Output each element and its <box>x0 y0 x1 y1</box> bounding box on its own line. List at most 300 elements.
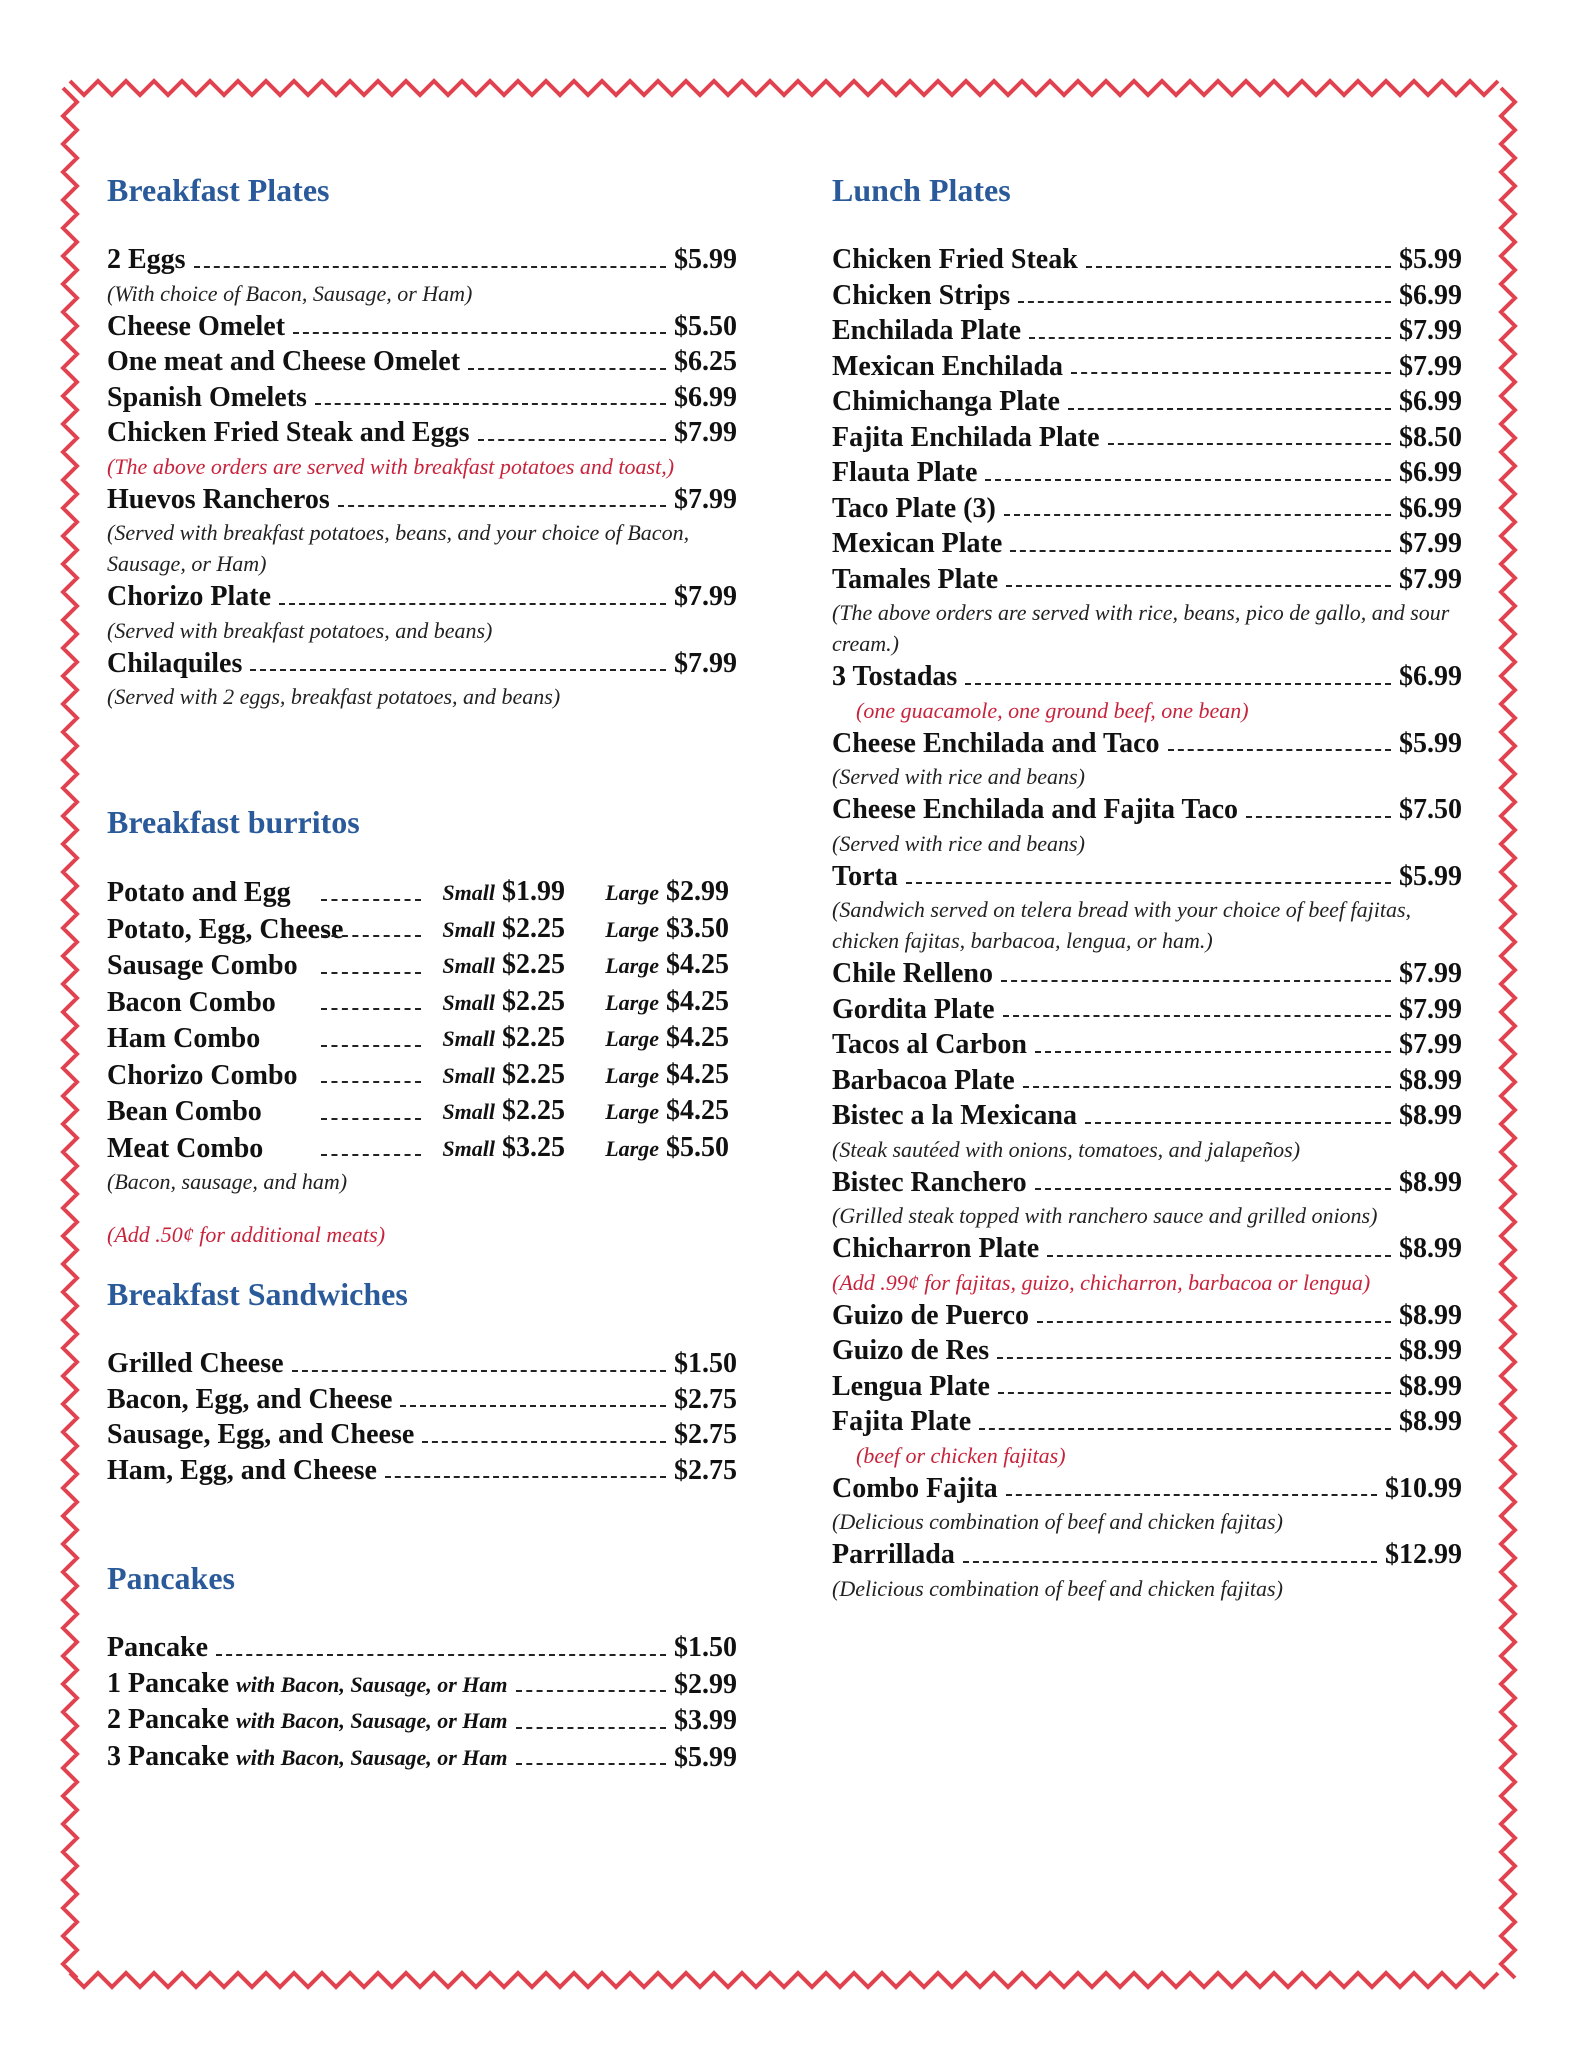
breakfast-sandwiches-list <box>107 1346 737 1488</box>
menu-item <box>107 242 737 278</box>
item-name-text: Cheese Enchilada and Taco <box>832 727 1160 759</box>
menu-item <box>832 726 1462 762</box>
item-price: $7.99 <box>1399 350 1462 382</box>
item-note: (Served with 2 eggs, breakfast potatoes, and beans) <box>107 684 561 709</box>
menu-item <box>832 420 1462 456</box>
item-price: $6.99 <box>1399 492 1462 524</box>
dotted-leader <box>1047 1255 1391 1257</box>
small-label: Small <box>442 1099 495 1124</box>
zigzag-left <box>63 88 77 1978</box>
burrito-name: Sausage Combo <box>107 950 298 981</box>
dotted-leader <box>963 1561 1377 1563</box>
item-name <box>832 1404 971 1440</box>
dotted-leader <box>321 1118 421 1120</box>
item-name <box>107 1346 284 1382</box>
item-name <box>832 278 1010 314</box>
large-label: Large <box>605 1026 659 1051</box>
item-price: $2.99 <box>674 1668 737 1700</box>
item-name-text: Flauta Plate <box>832 457 978 488</box>
item-name-text: Chicken Fried Steak and Eggs <box>107 417 470 448</box>
menu-item <box>107 1630 737 1666</box>
item-name <box>107 1630 208 1666</box>
breakfast-plates-list <box>107 242 737 712</box>
large-price <box>565 874 729 911</box>
item-name-text: Bacon, Egg, and Cheese <box>107 1383 393 1415</box>
large-price-value: $4.25 <box>666 1095 729 1126</box>
menu-item <box>107 415 737 451</box>
menu-item <box>107 1666 737 1703</box>
large-price <box>565 1093 729 1130</box>
menu-item <box>832 792 1462 828</box>
item-name <box>832 1537 955 1573</box>
dotted-leader <box>1023 1086 1391 1088</box>
item-price: $2.75 <box>674 1454 737 1486</box>
item-name <box>107 1453 377 1489</box>
small-price <box>425 1130 565 1167</box>
dotted-leader <box>516 1763 667 1765</box>
menu-item <box>832 1471 1462 1507</box>
menu-item <box>832 992 1462 1028</box>
burrito-name: Potato and Egg <box>107 877 291 908</box>
item-name-text: One meat and Cheese Omelet <box>107 346 461 377</box>
breakfast-sandwiches-title: Breakfast Sandwiches <box>107 1276 408 1312</box>
dotted-leader <box>321 1154 421 1156</box>
item-name <box>832 420 1100 456</box>
burrito-item <box>107 1057 737 1094</box>
small-label: Small <box>442 880 495 905</box>
breakfast-burritos-title: Breakfast burritos <box>107 804 360 840</box>
small-price-value: $2.25 <box>502 912 565 944</box>
zigzag-bottom <box>70 1973 1498 1987</box>
dotted-leader <box>979 1428 1391 1430</box>
dotted-leader <box>321 1045 421 1047</box>
breakfast-burritos-list <box>107 874 737 1166</box>
item-name <box>832 859 898 895</box>
item-price: $1.50 <box>674 1348 737 1379</box>
large-label: Large <box>605 1135 659 1161</box>
item-price: $3.99 <box>674 1705 737 1736</box>
item-price: $7.99 <box>1399 315 1462 346</box>
item-name <box>832 562 998 598</box>
dotted-leader <box>1010 550 1391 552</box>
item-name-text: Ham, Egg, and Cheese <box>107 1454 377 1486</box>
small-label: Small <box>442 916 495 942</box>
item-price: $7.99 <box>674 581 737 612</box>
item-price: $6.99 <box>1399 386 1462 417</box>
menu-item <box>832 1333 1462 1369</box>
burrito-item <box>107 911 737 948</box>
dotted-leader <box>216 1654 666 1656</box>
burrito-name: Meat Combo <box>107 1132 264 1164</box>
item-note: (Steak sautéed with onions, tomatoes, and jalapeños) <box>832 1136 1301 1162</box>
small-label: Small <box>442 1135 495 1161</box>
large-label: Large <box>605 953 659 978</box>
menu-item <box>832 1165 1462 1201</box>
menu-item <box>832 659 1462 695</box>
small-price-value: $2.25 <box>502 1022 565 1053</box>
item-note: (Served with breakfast potatoes, beans, and your choice of Bacon, Sausage, or Ham) <box>107 520 690 576</box>
large-price-value: $2.99 <box>666 876 729 907</box>
item-name-text: Enchilada Plate <box>832 315 1022 346</box>
small-price <box>425 1057 565 1094</box>
menu-item <box>107 380 737 416</box>
menu-item <box>832 1369 1462 1405</box>
right-column <box>832 168 1462 1604</box>
item-name-text: Sausage, Egg, and Cheese <box>107 1419 415 1450</box>
dotted-leader <box>321 1081 421 1083</box>
pancakes-title: Pancakes <box>107 1560 235 1596</box>
dotted-leader <box>1004 514 1391 516</box>
item-note-red: (Add .99¢ for fajitas, guizo, chicharron, barbacoa or lengua) <box>832 1269 1371 1295</box>
dotted-leader <box>516 1727 667 1729</box>
item-price: $8.99 <box>1399 1370 1462 1402</box>
lunch-plates-list <box>832 242 1462 1604</box>
large-price-value: $3.50 <box>666 912 729 944</box>
menu-item <box>832 349 1462 385</box>
item-name-text: Chicken Strips <box>832 279 1011 311</box>
item-name <box>832 1027 1027 1063</box>
item-name <box>832 792 1238 828</box>
item-name-text: Cheese Enchilada and Fajita Taco <box>832 794 1239 825</box>
small-label: Small <box>442 1062 495 1088</box>
item-name <box>832 526 1002 562</box>
item-price: $7.99 <box>674 483 737 515</box>
item-note: (With choice of Bacon, Sausage, or Ham) <box>107 280 473 306</box>
dotted-leader <box>516 1690 667 1692</box>
small-price <box>425 984 565 1021</box>
large-price <box>565 1130 729 1167</box>
item-name <box>832 956 993 992</box>
dotted-leader <box>1086 266 1391 268</box>
item-price: $7.99 <box>1399 563 1462 595</box>
dotted-leader <box>985 479 1391 481</box>
item-name-text: Huevos Rancheros <box>107 483 330 515</box>
small-price <box>425 874 565 911</box>
item-name <box>832 1298 1029 1334</box>
large-label: Large <box>605 1099 659 1124</box>
item-price: $8.99 <box>1399 1166 1462 1198</box>
dotted-leader <box>1006 1494 1377 1496</box>
burrito-item <box>107 874 737 911</box>
burrito-item <box>107 1130 737 1167</box>
item-name-text: Chicken Fried Steak <box>832 244 1078 275</box>
item-name <box>107 309 285 345</box>
item-name-text: 2 Eggs <box>107 244 186 275</box>
menu-item <box>107 344 737 380</box>
dotted-leader <box>1071 372 1391 374</box>
menu-item <box>832 1027 1462 1063</box>
dotted-leader <box>1018 301 1391 303</box>
item-price: $8.99 <box>1399 1233 1462 1264</box>
burrito-item <box>107 984 737 1021</box>
item-note-red: (beef or chicken fajitas) <box>856 1442 1066 1468</box>
menu-item <box>832 455 1462 491</box>
burrito-name: Ham Combo <box>107 1023 261 1054</box>
dotted-leader <box>965 683 1391 685</box>
dotted-leader <box>321 899 421 901</box>
item-name <box>832 313 1021 349</box>
burrito-item <box>107 947 737 984</box>
burrito-name: Potato, Egg, Cheese <box>107 913 344 945</box>
large-price <box>565 1020 729 1057</box>
dotted-leader <box>1085 1122 1391 1124</box>
item-name-text: Chile Relleno <box>832 958 993 989</box>
menu-item <box>832 956 1462 992</box>
menu-item <box>832 1404 1462 1440</box>
dotted-leader <box>1068 408 1391 410</box>
item-name-text: Mexican Enchilada <box>832 350 1064 382</box>
dotted-leader <box>338 505 666 507</box>
menu-item <box>832 1063 1462 1099</box>
item-note-red: (The above orders are served with breakfast potatoes and toast,) <box>107 453 675 479</box>
item-price: $7.50 <box>1399 794 1462 825</box>
large-price-value: $4.25 <box>666 985 729 1017</box>
item-price: $6.25 <box>674 346 737 377</box>
item-price: $7.99 <box>674 417 737 448</box>
item-name <box>832 455 977 491</box>
dotted-leader <box>250 669 666 671</box>
burrito-name: Bean Combo <box>107 1096 262 1127</box>
menu-item <box>832 1231 1462 1267</box>
item-price: $6.99 <box>1399 457 1462 488</box>
item-name-text: 1 Pancake <box>107 1667 230 1699</box>
zigzag-top <box>70 81 1498 95</box>
dotted-leader <box>998 1392 1391 1394</box>
item-name-text: Tacos al Carbon <box>832 1029 1028 1060</box>
large-price-value: $5.50 <box>666 1131 729 1163</box>
item-note: (Served with rice and beans) <box>832 830 1085 856</box>
item-name <box>832 1098 1077 1134</box>
menu-item <box>832 1098 1462 1134</box>
item-name-text: Torta <box>832 860 898 892</box>
small-price <box>425 1093 565 1130</box>
item-price: $5.99 <box>674 244 737 275</box>
large-price-value: $4.25 <box>666 1022 729 1053</box>
small-price-value: $2.25 <box>502 1058 565 1090</box>
item-modifier: with Bacon, Sausage, or Ham <box>236 1708 508 1733</box>
small-price <box>425 911 565 948</box>
dotted-leader <box>1035 1188 1391 1190</box>
menu-item <box>107 309 737 345</box>
item-name-text: Fajita Plate <box>832 1406 972 1437</box>
item-price: $10.99 <box>1385 1472 1462 1504</box>
item-name <box>107 482 330 518</box>
dotted-leader <box>1035 1051 1391 1053</box>
item-name-text: Chorizo Plate <box>107 581 272 612</box>
zigzag-right <box>1501 88 1515 1978</box>
item-name <box>107 380 307 416</box>
item-price: $5.99 <box>674 1741 737 1773</box>
menu-item <box>832 562 1462 598</box>
dotted-leader <box>468 368 666 370</box>
small-price <box>425 947 565 984</box>
burrito-item <box>107 1093 737 1130</box>
item-name-text: Guizo de Puerco <box>832 1299 1030 1331</box>
item-name-text: Combo Fajita <box>832 1472 998 1504</box>
menu-item <box>107 1346 737 1382</box>
item-price: $8.99 <box>1399 1335 1462 1366</box>
dotted-leader <box>279 603 666 605</box>
menu-item <box>832 1537 1462 1573</box>
item-name <box>832 726 1160 762</box>
item-price: $7.99 <box>1399 993 1462 1025</box>
item-price: $1.50 <box>674 1632 737 1663</box>
dotted-leader <box>1006 585 1391 587</box>
dotted-leader <box>292 1370 666 1372</box>
menu-item <box>832 313 1462 349</box>
small-label: Small <box>442 989 495 1015</box>
dotted-leader <box>422 1441 666 1443</box>
large-label: Large <box>605 1062 659 1088</box>
item-name <box>107 1739 508 1776</box>
item-note: (The above orders are served with rice, beans, pico de gallo, and sour cream.) <box>832 600 1450 656</box>
item-name-text: Taco Plate (3) <box>832 492 996 524</box>
large-price-value: $4.25 <box>666 949 729 980</box>
large-price <box>565 947 729 984</box>
item-name <box>107 1666 508 1703</box>
item-name <box>832 1165 1027 1201</box>
dotted-leader <box>1001 980 1391 982</box>
item-note: (Delicious combination of beef and chicken fajitas) <box>832 1509 1283 1534</box>
small-price-value: $2.25 <box>502 949 565 980</box>
item-name-text: Guizo de Res <box>832 1335 990 1366</box>
dotted-leader <box>906 882 1391 884</box>
large-price-value: $4.25 <box>666 1058 729 1090</box>
burrito-name: Chorizo Combo <box>107 1059 298 1091</box>
burrito-name: Bacon Combo <box>107 986 276 1018</box>
item-price: $2.75 <box>674 1419 737 1450</box>
menu-item <box>107 1739 737 1776</box>
dotted-leader <box>385 1476 666 1478</box>
item-note: (Delicious combination of beef and chicken fajitas) <box>832 1575 1283 1601</box>
menu-item <box>107 482 737 518</box>
item-name-text: Gordita Plate <box>832 993 995 1025</box>
dotted-leader <box>1246 816 1391 818</box>
menu-item <box>107 1417 737 1453</box>
item-name <box>832 992 995 1028</box>
large-price <box>565 911 729 948</box>
item-name <box>107 1702 508 1739</box>
menu-item <box>832 384 1462 420</box>
item-price: $5.99 <box>1399 727 1462 759</box>
dotted-leader <box>400 1405 666 1407</box>
large-label: Large <box>605 989 659 1015</box>
item-price: $8.99 <box>1399 1299 1462 1331</box>
item-price: $7.99 <box>1399 528 1462 559</box>
dotted-leader <box>1003 1015 1391 1017</box>
item-name-text: Tamales Plate <box>832 563 999 595</box>
small-label: Small <box>442 953 495 978</box>
item-name <box>832 1333 989 1369</box>
item-name-text: Chimichanga Plate <box>832 386 1060 417</box>
large-label: Large <box>605 880 659 905</box>
item-note: (Sandwich served on telera bread with your choice of beef fajitas, chicken fajitas, barbacoa, lengua, or ham.) <box>832 897 1412 953</box>
item-price: $8.50 <box>1399 421 1462 453</box>
item-name <box>832 1369 990 1405</box>
item-name <box>832 659 957 695</box>
item-name-text: Mexican Plate <box>832 528 1003 559</box>
item-price: $5.50 <box>674 310 737 342</box>
item-name-text: 3 Tostadas <box>832 661 958 692</box>
dotted-leader <box>1037 1321 1391 1323</box>
item-note: (Served with breakfast potatoes, and beans) <box>107 617 493 643</box>
item-name-text: Spanish Omelets <box>107 381 307 413</box>
item-price: $5.99 <box>1399 860 1462 892</box>
menu-item <box>107 1453 737 1489</box>
dotted-leader <box>315 403 666 405</box>
small-price-value: $3.25 <box>502 1131 565 1163</box>
burrito-meat-combo-note: (Bacon, sausage, and ham) <box>107 1169 348 1194</box>
item-name-text: Chicharron Plate <box>832 1233 1040 1264</box>
small-price <box>425 1020 565 1057</box>
item-name-text: Bistec Ranchero <box>832 1166 1027 1198</box>
item-name <box>107 1417 414 1453</box>
item-name <box>832 1063 1015 1099</box>
dotted-leader <box>321 935 421 937</box>
item-price: $6.99 <box>1399 661 1462 692</box>
item-name <box>832 1231 1039 1267</box>
menu-item <box>107 579 737 615</box>
item-name <box>107 344 460 380</box>
item-price: $5.99 <box>1399 244 1462 275</box>
item-name-text: Barbacoa Plate <box>832 1064 1015 1096</box>
item-note: (Served with rice and beans) <box>832 764 1085 789</box>
item-name-text: Fajita Enchilada Plate <box>832 421 1100 453</box>
dotted-leader <box>997 1357 1391 1359</box>
small-price-value: $2.25 <box>502 985 565 1017</box>
item-price: $12.99 <box>1385 1539 1462 1570</box>
item-price: $6.99 <box>1399 279 1462 311</box>
menu-item <box>107 646 737 682</box>
item-name <box>107 242 186 278</box>
menu-item <box>832 859 1462 895</box>
large-label: Large <box>605 916 659 942</box>
menu-item <box>107 1702 737 1739</box>
item-price: $7.99 <box>1399 1029 1462 1060</box>
dotted-leader <box>321 972 421 974</box>
item-note: (Grilled steak topped with ranchero sauce and grilled onions) <box>832 1203 1378 1228</box>
item-price: $8.99 <box>1399 1064 1462 1096</box>
menu-item <box>832 1298 1462 1334</box>
item-modifier: with Bacon, Sausage, or Ham <box>236 1671 508 1697</box>
item-price: $8.99 <box>1399 1100 1462 1131</box>
item-name-text: Cheese Omelet <box>107 310 286 342</box>
dotted-leader <box>194 266 666 268</box>
burrito-item <box>107 1020 737 1057</box>
item-name-text: Bistec a la Mexicana <box>832 1100 1077 1131</box>
small-price-value: $1.99 <box>502 876 565 907</box>
menu-item <box>832 242 1462 278</box>
breakfast-plates-title: Breakfast Plates <box>107 172 330 208</box>
small-price-value: $2.25 <box>502 1095 565 1126</box>
dotted-leader <box>1168 749 1391 751</box>
menu-item <box>832 526 1462 562</box>
menu-item <box>832 278 1462 314</box>
small-label: Small <box>442 1026 495 1051</box>
item-price: $6.99 <box>674 381 737 413</box>
item-name-text: Grilled Cheese <box>107 1348 284 1379</box>
dotted-leader <box>478 439 667 441</box>
pancakes-list <box>107 1630 737 1775</box>
item-price: $8.99 <box>1399 1406 1462 1437</box>
left-column <box>107 168 737 1775</box>
item-price: $7.99 <box>674 647 737 679</box>
item-name <box>832 349 1063 385</box>
large-price <box>565 1057 729 1094</box>
item-name-text: 3 Pancake <box>107 1740 230 1772</box>
item-name-text: 2 Pancake <box>107 1704 230 1735</box>
item-name <box>832 1471 998 1507</box>
